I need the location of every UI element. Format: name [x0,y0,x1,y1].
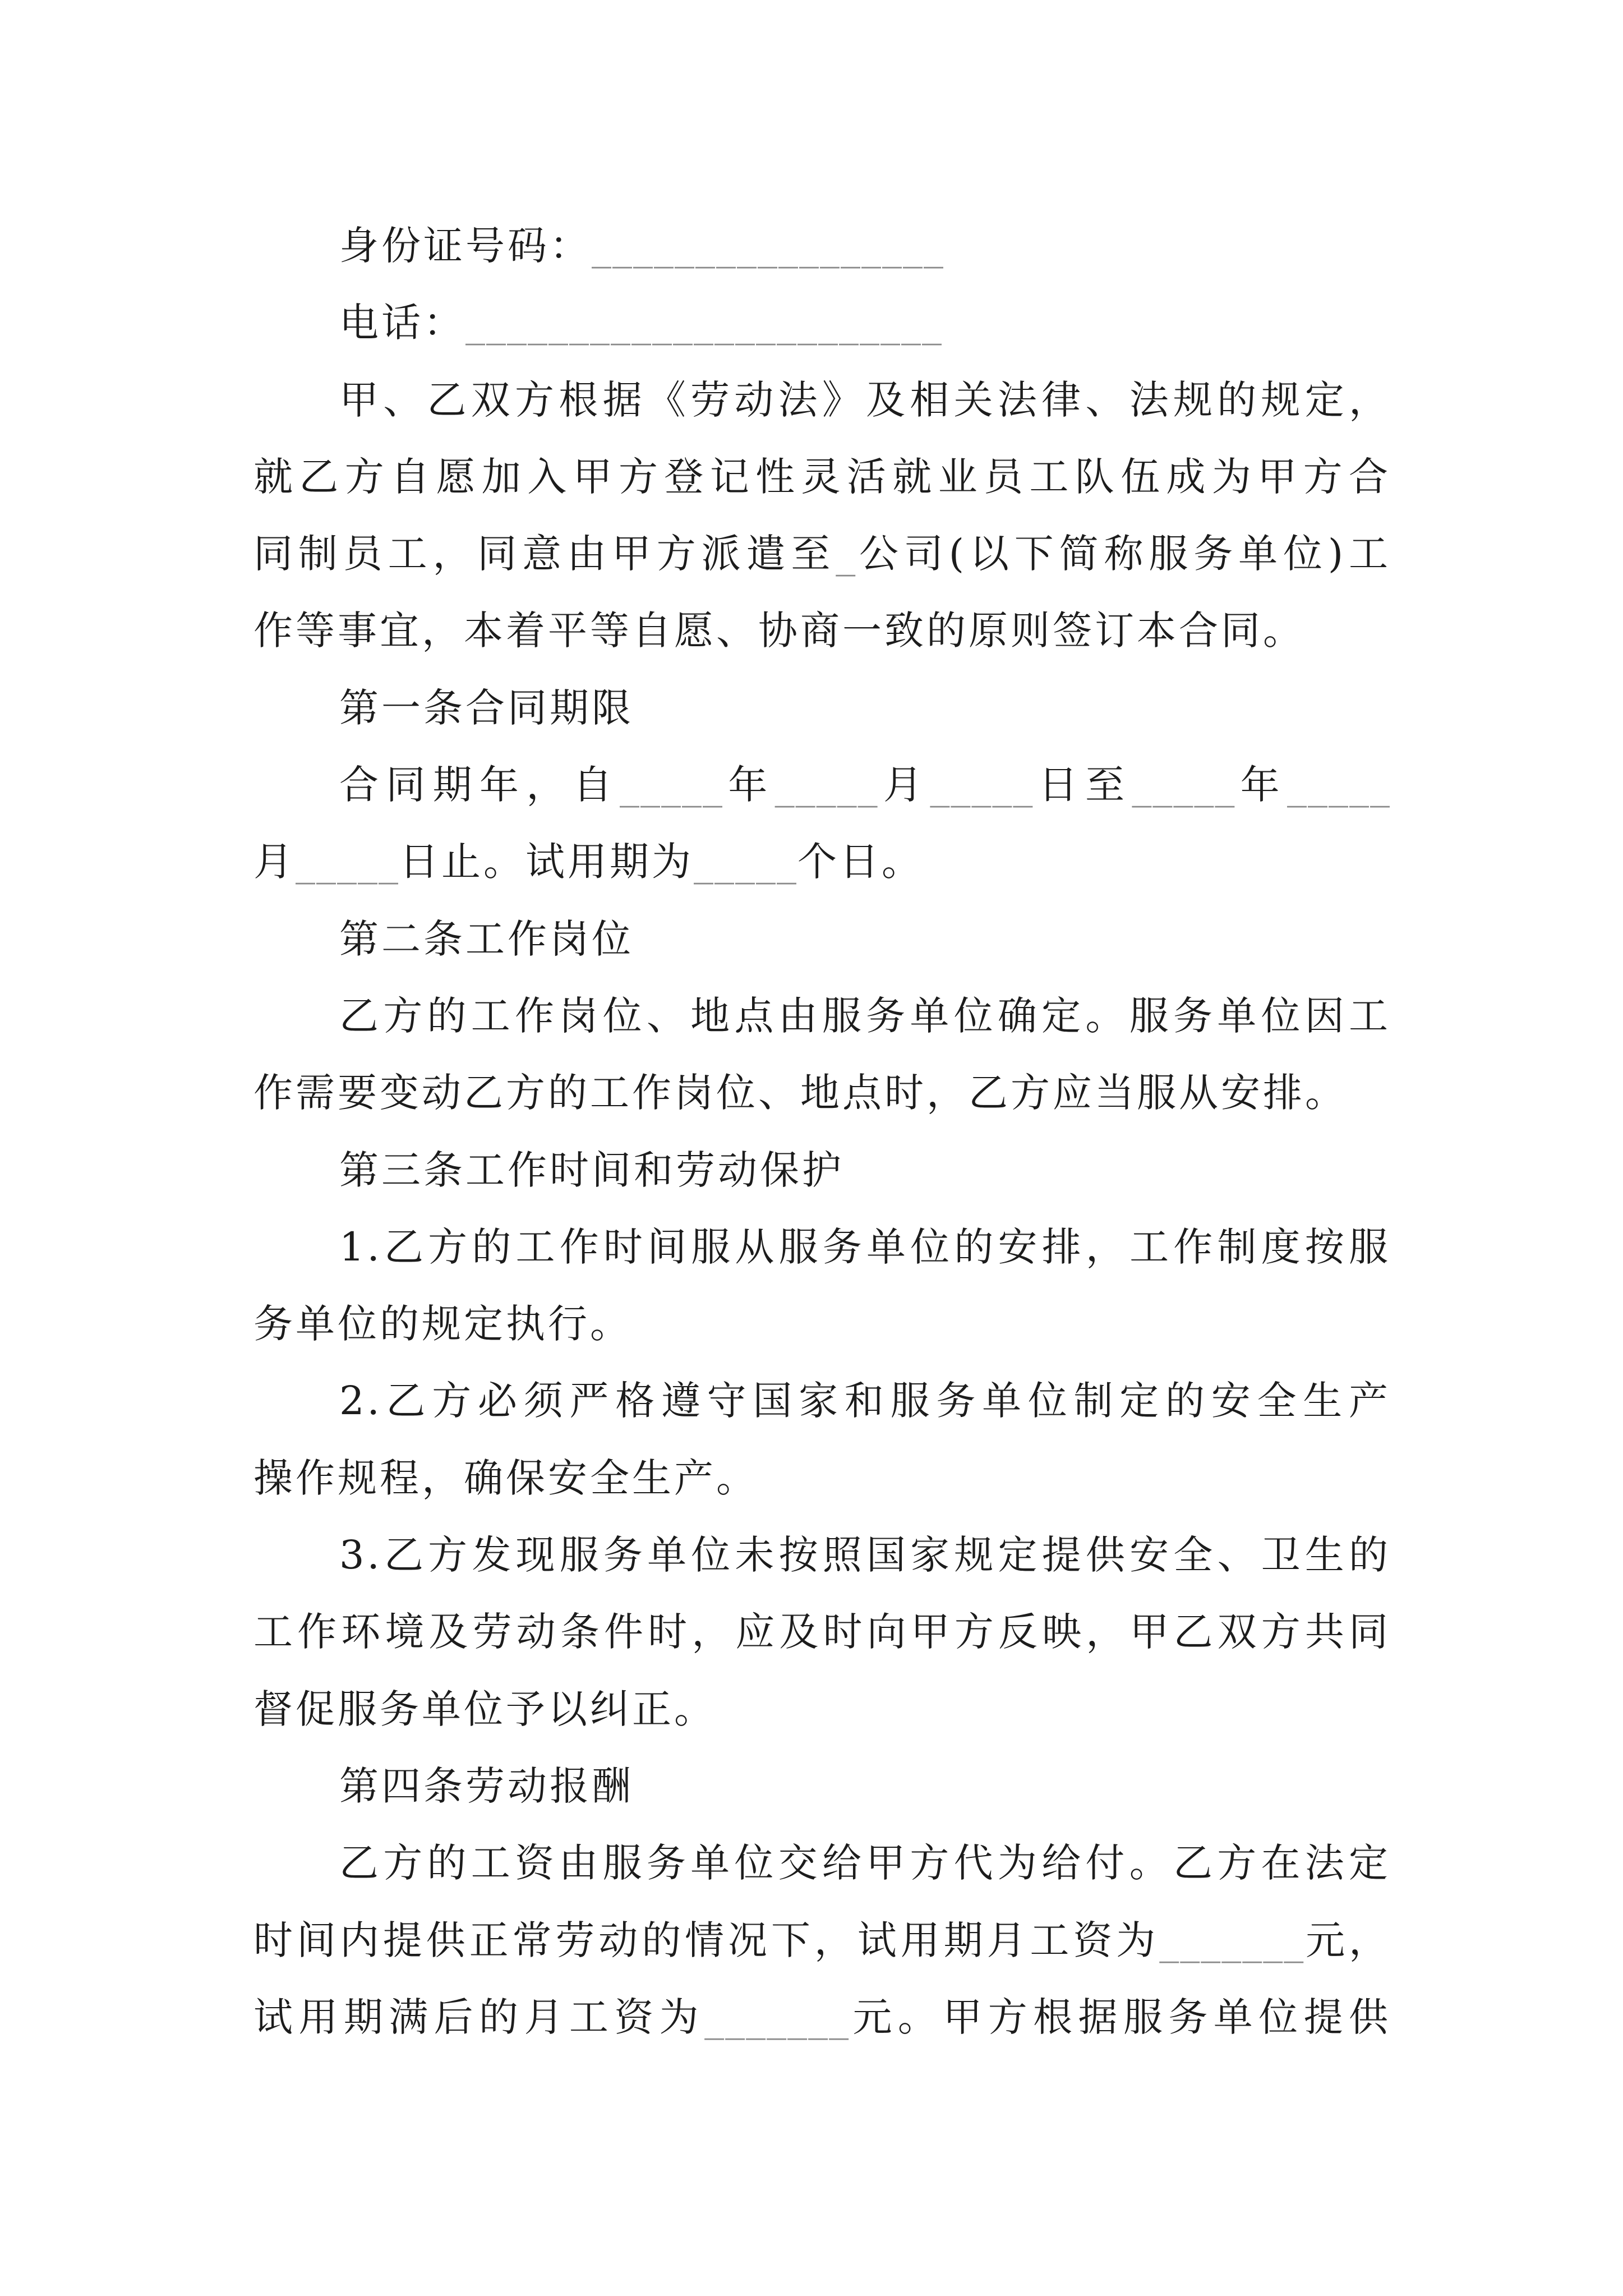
fill-in-blank: _____ [1287,762,1391,808]
fill-in-blank: _____ [694,839,797,885]
paragraph-line: 务单位的规定执行。 [253,1301,632,1347]
paragraph-line: 督促服务单位予以纠正。 [253,1686,716,1732]
section-heading: 第二条工作岗位 [339,915,634,962]
paragraph-line: 时间内提供正常劳动的情况下，试用期月工资为_______元， [253,1917,1391,1963]
intro-paragraph-line: 甲、乙双方根据《劳动法》及相关法律、法规的规定， [339,376,1391,423]
paragraph-line: 2.乙方必须严格遵守国家和服务单位制定的安全生产 [339,1378,1391,1424]
intro-paragraph-line: 就乙方自愿加入甲方登记性灵活就业员工队伍成为甲方合 [253,453,1391,500]
fill-in-blank: _______________________ [465,300,943,346]
paragraph-line: 1.乙方的工作时间服从服务单位的安排，工作制度按服 [339,1223,1391,1270]
document-body [253,208,1391,2056]
fill-in-blank: _____ [620,762,723,808]
section-heading: 第四条劳动报酬 [339,1763,634,1809]
paragraph-line: 工作环境及劳动条件时，应及时向甲方反映，甲乙双方共同 [253,1609,1391,1655]
paragraph-line: 月_____日止。试用期为_____个日。 [253,839,924,885]
paragraph-line: 3.乙方发现服务单位未按照国家规定提供安全、卫生的 [339,1532,1391,1579]
fill-in-blank: _____ [930,762,1034,808]
paragraph-line: 乙方的工作岗位、地点由服务单位确定。服务单位因工 [339,992,1391,1039]
fill-in-blank: _____ [1132,762,1236,808]
fill-in-blank: _______ [1159,1917,1305,1963]
paragraph-line: 作需要变动乙方的工作岗位、地点时，乙方应当服从安排。 [253,1070,1347,1116]
paragraph-line: 乙方的工资由服务单位交给甲方代为给付。乙方在法定 [339,1840,1391,1887]
phone-field: 电话：_______________________ [339,300,943,346]
paragraph-line: 试用期满后的月工资为_______元。甲方根据服务单位提供 [253,1994,1391,2040]
intro-paragraph-line: 同制员工，同意由甲方派遣至_公司(以下简称服务单位)工 [253,531,1391,577]
paragraph-line: 合同期年，自_____年_____月_____日至_____年_____ [339,762,1391,808]
fill-in-blank: _ [836,531,857,577]
fill-in-blank: _____ [296,839,399,885]
fill-in-blank: _______ [704,1994,850,2040]
fill-in-blank: _____ [774,762,879,808]
id-number-field: 身份证号码：_________________ [339,223,944,269]
intro-paragraph-line: 作等事宜，本着平等自愿、协商一致的原则签订本合同。 [253,608,1305,654]
section-heading: 第三条工作时间和劳动保护 [339,1147,844,1193]
section-heading: 第一条合同期限 [339,684,634,731]
paragraph-line: 操作规程，确保安全生产。 [253,1455,758,1501]
fill-in-blank: _________________ [592,223,944,269]
